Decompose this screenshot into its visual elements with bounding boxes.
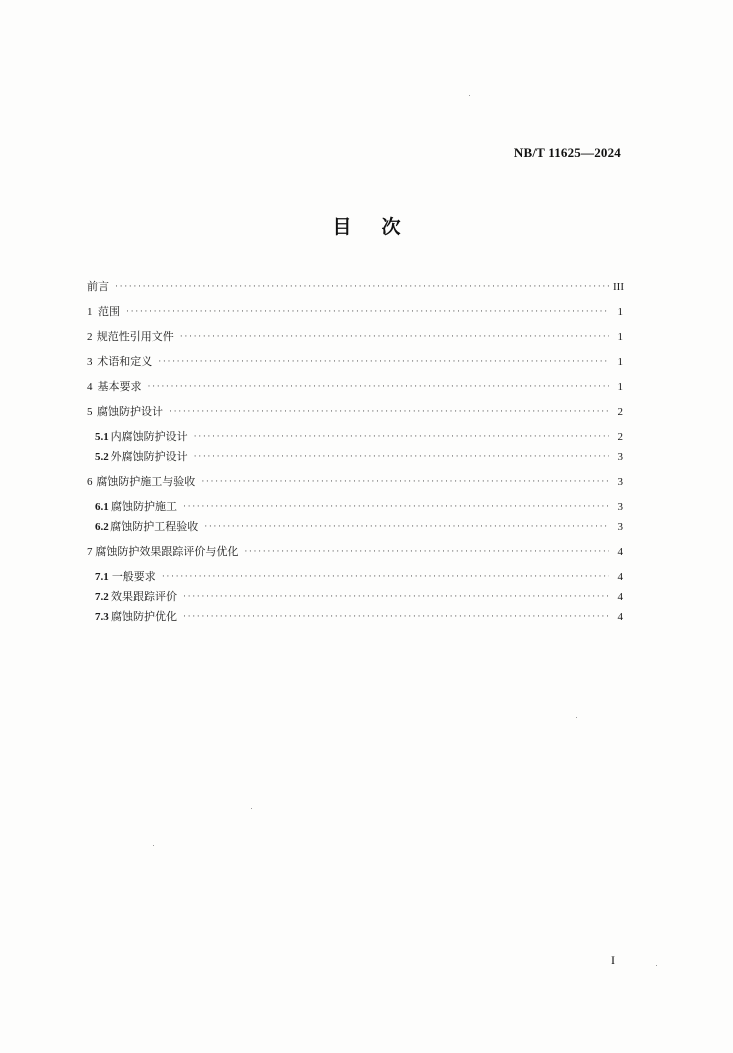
toc-entry-number: 3: [87, 356, 93, 368]
toc-entry-7-1[interactable]: [87, 570, 623, 584]
toc-leader-dots: [201, 474, 609, 488]
toc-entry-page: 3: [617, 451, 623, 463]
toc-entry-number: 6: [87, 476, 93, 488]
toc-entry-number: 6.1: [95, 501, 109, 513]
toc-entry-number: 5: [87, 406, 93, 418]
toc-leader-dots: [126, 304, 609, 318]
toc-leader-dots: [115, 279, 609, 293]
toc-entry-6-2[interactable]: [87, 520, 623, 534]
toc-entry-page: 1: [617, 306, 623, 318]
toc-entry-page: 1: [617, 331, 623, 343]
toc-entry-page: 3: [617, 521, 623, 533]
toc-title-char-2: 次: [381, 216, 401, 238]
toc-entry-number: 4: [87, 381, 93, 393]
scan-speck: [251, 808, 252, 809]
toc-entry-page: 2: [617, 406, 623, 418]
toc-entry-number: 6.2: [95, 521, 109, 533]
toc-leader-dots: [194, 429, 609, 443]
page-number: I: [611, 953, 615, 967]
toc-leader-dots: [183, 499, 609, 513]
toc-entry-page: 4: [617, 611, 623, 623]
toc-entry-number: 7.2: [95, 591, 109, 603]
toc-entry-page: 4: [617, 571, 623, 583]
toc-entry-label: 腐蚀防护施工: [111, 500, 178, 513]
toc-entry-5-2[interactable]: [87, 450, 623, 464]
toc-entry-page: 1: [617, 381, 623, 393]
toc-entry-label: 腐蚀防护设计: [97, 405, 164, 418]
toc-leader-dots: [180, 329, 609, 343]
toc-entry-6-1[interactable]: [87, 500, 623, 514]
toc-leader-dots: [183, 609, 609, 623]
toc-entry-7-3[interactable]: [87, 610, 623, 624]
toc-leader-dots: [244, 544, 609, 558]
scan-speck: [656, 965, 657, 966]
toc-leader-dots: [148, 379, 609, 393]
scan-speck: [576, 717, 577, 718]
toc-entry-page: III: [613, 281, 624, 293]
toc-entry-number: 2: [87, 331, 93, 343]
toc-entry-label: 腐蚀防护优化: [111, 610, 178, 623]
toc-entry-label: 腐蚀防护工程验收: [110, 520, 199, 533]
toc-entry-label: 外腐蚀防护设计: [110, 450, 188, 463]
toc-entry-6[interactable]: [87, 475, 623, 489]
scan-speck: [153, 845, 154, 846]
toc-entry-number: 5.2: [95, 451, 109, 463]
toc-entry-page: 3: [617, 476, 623, 488]
toc-entry-label: 术语和定义: [97, 355, 153, 368]
standard-code: NB/T 11625—2024: [513, 145, 621, 160]
toc-entry-page: 3: [617, 501, 623, 513]
toc-entry-3[interactable]: [87, 355, 623, 369]
toc-entry-number: 1: [87, 306, 93, 318]
toc-entry-label: 前言: [87, 280, 109, 293]
toc-entry-2[interactable]: [87, 330, 623, 344]
toc-entry-label: 范围: [98, 305, 121, 318]
toc-leader-dots: [162, 569, 609, 583]
toc-entry-label: 腐蚀防护施工与验收: [96, 475, 196, 488]
toc-title: [0, 212, 733, 239]
toc-entry-label: 效果跟踪评价: [111, 590, 178, 603]
toc-entry-label: 内腐蚀防护设计: [110, 430, 188, 443]
toc-entry-4[interactable]: [87, 380, 623, 394]
toc-entry-1[interactable]: [87, 305, 623, 319]
table-of-contents: [87, 280, 623, 624]
toc-entry-foreword[interactable]: [87, 280, 623, 294]
toc-leader-dots: [194, 449, 609, 463]
toc-entry-number: 7.1: [95, 571, 109, 583]
toc-entry-5[interactable]: [87, 405, 623, 419]
toc-entry-page: 2: [617, 431, 623, 443]
toc-entry-7-2[interactable]: [87, 590, 623, 604]
toc-entry-number: 7: [87, 546, 93, 558]
toc-entry-label: 基本要求: [97, 380, 142, 393]
toc-entry-page: 1: [617, 356, 623, 368]
toc-entry-page: 4: [617, 546, 623, 558]
toc-entry-label: 腐蚀防护效果跟踪评价与优化: [95, 545, 239, 558]
toc-entry-5-1[interactable]: [87, 430, 623, 444]
toc-title-char-1: 目: [332, 216, 352, 238]
toc-entry-label: 规范性引用文件: [96, 330, 174, 343]
toc-leader-dots: [204, 519, 609, 533]
scan-speck: [469, 95, 470, 96]
toc-entry-label: 一般要求: [111, 570, 156, 583]
toc-leader-dots: [169, 404, 609, 418]
toc-leader-dots: [158, 354, 609, 368]
toc-entry-7[interactable]: [87, 545, 623, 559]
toc-entry-page: 4: [617, 591, 623, 603]
toc-leader-dots: [183, 589, 609, 603]
toc-entry-number: 7.3: [95, 611, 109, 623]
toc-entry-number: 5.1: [95, 431, 109, 443]
